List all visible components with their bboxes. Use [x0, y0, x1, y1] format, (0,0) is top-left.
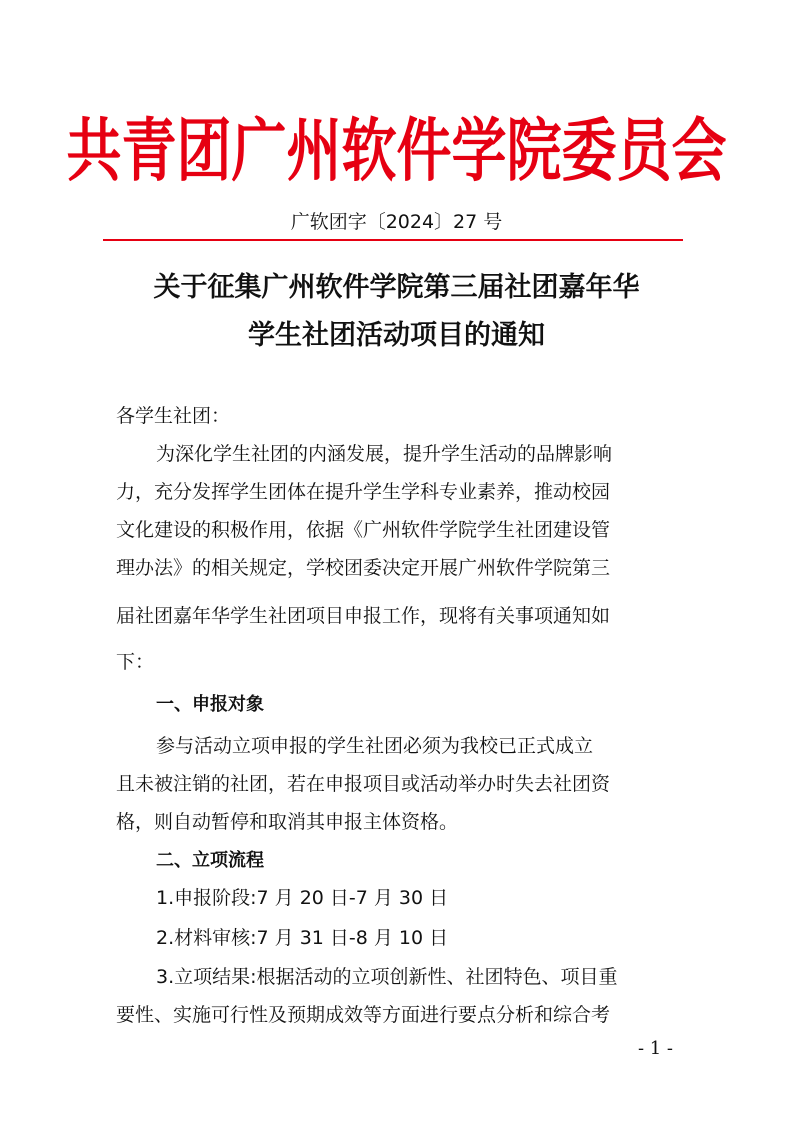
red-divider-line	[103, 239, 683, 241]
organization-masthead: 共青团广州软件学院委员会	[66, 109, 727, 191]
intro-line-3: 文化建设的积极作用，依据《广州软件学院学生社团建设管	[116, 519, 611, 541]
notice-title-line-1: 关于征集广州软件学院第三届社团嘉年华	[153, 272, 640, 303]
section-2-item-3-line-1: 3.立项结果:根据活动的立项创新性、社团特色、项目重	[156, 966, 618, 988]
section-1-line-2: 且未被注销的社团，若在申报项目或活动举办时失去社团资	[116, 773, 611, 795]
intro-line-6: 下：	[116, 651, 155, 673]
section-1-line-1: 参与活动立项申报的学生社团必须为我校已正式成立	[156, 735, 594, 757]
section-2-heading: 二、立项流程	[156, 850, 264, 871]
intro-line-4: 理办法》的相关规定，学校团委决定开展广州软件学院第三	[116, 557, 611, 579]
section-1-line-3: 格，则自动暂停和取消其申报主体资格。	[116, 811, 459, 833]
intro-line-5: 届社团嘉年华学生社团项目申报工作，现将有关事项通知如	[116, 605, 611, 627]
intro-line-1: 为深化学生社团的内涵发展，提升学生活动的品牌影响	[156, 443, 613, 465]
section-2-item-2: 2.材料审核:7 月 31 日-8 月 10 日	[156, 927, 449, 949]
document-number: 广软团字〔2024〕27 号	[290, 211, 503, 233]
section-1-heading: 一、申报对象	[156, 694, 264, 715]
salutation: 各学生社团：	[116, 405, 231, 427]
notice-title-line-2: 学生社团活动项目的通知	[248, 320, 545, 351]
intro-line-2: 力，充分发挥学生团体在提升学生学科专业素养，推动校园	[116, 481, 611, 503]
section-2-item-1: 1.申报阶段:7 月 20 日-7 月 30 日	[156, 887, 449, 909]
page-number: - 1 -	[637, 1038, 673, 1059]
section-2-item-3-line-2: 要性、实施可行性及预期成效等方面进行要点分析和综合考	[116, 1004, 611, 1026]
